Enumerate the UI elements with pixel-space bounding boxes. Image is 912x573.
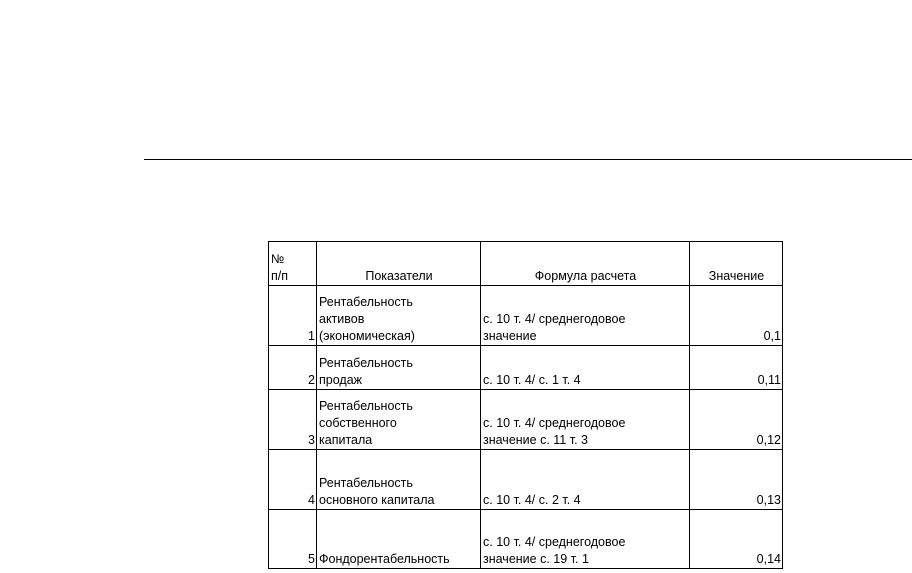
row-indicator: Рентабельность основного капитала bbox=[317, 450, 481, 510]
header-indicators: Показатели bbox=[317, 242, 481, 286]
row-formula: с. 10 т. 4/ среднегодовое значение с. 19 т. 1 bbox=[481, 510, 690, 569]
table-header-row bbox=[269, 242, 783, 286]
row-number: 4 bbox=[269, 450, 317, 510]
row-formula: с. 10 т. 4/ с. 1 т. 4 bbox=[481, 346, 690, 390]
row-formula: с. 10 т. 4/ среднегодовое значение bbox=[481, 286, 690, 346]
profitability-table bbox=[268, 241, 783, 569]
header-number: № п/п bbox=[269, 242, 317, 286]
table-row bbox=[269, 346, 783, 390]
table-row bbox=[269, 390, 783, 450]
row-value: 0,1 bbox=[690, 286, 783, 346]
row-value: 0,13 bbox=[690, 450, 783, 510]
row-value: 0,11 bbox=[690, 346, 783, 390]
row-indicator: Фондорентабельность bbox=[317, 510, 481, 569]
horizontal-rule bbox=[144, 159, 912, 160]
row-formula: с. 10 т. 4/ среднегодовое значение с. 11 т. 3 bbox=[481, 390, 690, 450]
row-value: 0,14 bbox=[690, 510, 783, 569]
row-number: 1 bbox=[269, 286, 317, 346]
row-number: 2 bbox=[269, 346, 317, 390]
row-value: 0,12 bbox=[690, 390, 783, 450]
table-row bbox=[269, 510, 783, 569]
table-row bbox=[269, 286, 783, 346]
row-number: 3 bbox=[269, 390, 317, 450]
row-indicator: Рентабельность собственного капитала bbox=[317, 390, 481, 450]
row-number: 5 bbox=[269, 510, 317, 569]
row-indicator: Рентабельность продаж bbox=[317, 346, 481, 390]
row-formula: с. 10 т. 4/ с. 2 т. 4 bbox=[481, 450, 690, 510]
header-formula: Формула расчета bbox=[481, 242, 690, 286]
row-indicator: Рентабельность активов (экономическая) bbox=[317, 286, 481, 346]
table-row bbox=[269, 450, 783, 510]
header-value: Значение bbox=[690, 242, 783, 286]
